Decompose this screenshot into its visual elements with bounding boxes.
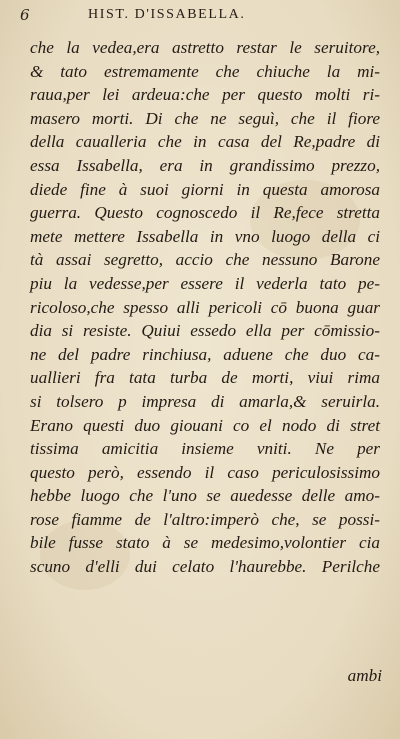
- text-line: questo però, essendo il caso periculosissimo: [30, 462, 380, 482]
- text-line: diede fine à suoi giorni in questa amorosa: [30, 179, 380, 199]
- text-line: guerra. Questo cognoscedo il Re,fece stretta: [30, 203, 380, 223]
- page-number: 6: [20, 6, 30, 24]
- text-line: & tato estremamente che chiuche la mi-: [30, 61, 380, 81]
- text-line: essa Issabella, era in grandissimo prezzo,: [30, 155, 380, 175]
- text-line: mete mettere Issabella in vno luogo della ci: [30, 226, 380, 246]
- text-line: piu la vedesse,per essere il vederla tato pe-: [30, 273, 380, 293]
- text-line: della caualleria che in casa del Re,padre di: [30, 132, 380, 152]
- body-text: [30, 36, 380, 579]
- text-line: rose fiamme de l'altro:imperò che, se possi-: [30, 509, 380, 529]
- text-line: tissima amicitia insieme vniti. Ne per: [30, 439, 380, 459]
- text-line: dia si resiste. Quiui essedo ella per cōmissio-: [30, 321, 380, 341]
- text-line: bile fusse stato à se medesimo,volontier cia: [30, 533, 380, 553]
- running-head: HIST. D'ISSABELLA.: [88, 7, 246, 22]
- text-line: scuno d'elli dui celato l'haurebbe. Perilche: [30, 557, 380, 577]
- text-line: si tolsero p impresa di amarla,& seruirla.: [30, 391, 380, 411]
- text-line: tà assai segretto, accio che nessuno Barone: [30, 250, 380, 270]
- text-line: masero morti. Di che ne seguì, che il fiore: [30, 108, 380, 128]
- text-line: raua,per lei ardeua:che per questo molti ri-: [30, 85, 380, 105]
- text-line: uallieri fra tata turba de morti, viui rima: [30, 368, 380, 388]
- catchword: ambi: [347, 666, 382, 685]
- text-line: Erano questi duo giouani co el nodo di stret: [30, 415, 380, 435]
- text-line: ne del padre rinchiusa, aduene che duo ca-: [30, 344, 380, 364]
- text-line: ricoloso,che spesso alli pericoli cō buona guar: [30, 297, 380, 317]
- text-line: hebbe luogo che l'uno se auedesse delle amo-: [30, 486, 380, 506]
- page-header: [20, 6, 390, 26]
- text-line: che la vedea,era astretto restar le seruitore,: [30, 38, 380, 57]
